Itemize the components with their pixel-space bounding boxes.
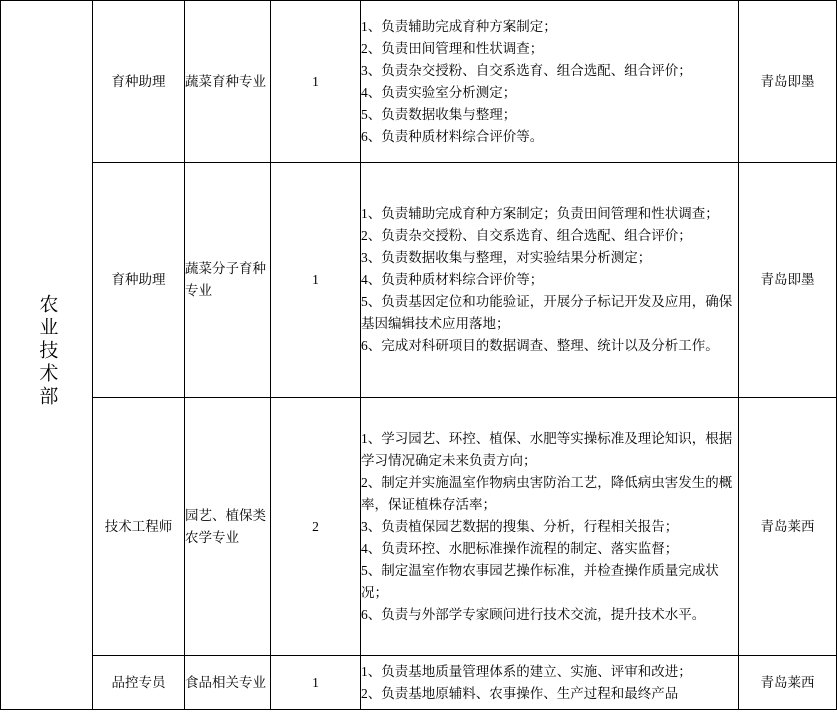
duty-item: 5、负责基因定位和功能验证，开展分子标记开发及应用，确保基因编辑技术应用落地； (361, 294, 733, 331)
count-cell: 2 (271, 398, 361, 656)
duties-cell (361, 398, 739, 656)
table-row (1, 656, 837, 710)
table-row (1, 398, 837, 656)
duty-item: 4、负责环控、水肥标准操作流程的制定、落实监督； (361, 540, 679, 556)
duty-item: 3、负责杂交授粉、自交系选育、组合选配、组合评价； (361, 62, 692, 78)
post-cell: 育种助理 (93, 163, 185, 398)
post-cell: 品控专员 (93, 656, 185, 710)
major-cell: 园艺、植保类农学专业 (185, 398, 271, 656)
department-label: 农业技术部 (36, 294, 58, 410)
duty-item: 2、负责田间管理和性状调查； (361, 40, 544, 56)
duty-item: 1、学习园艺、环控、植保、水肥等实操标准及理论知识，根据学习情况确定未来负责方向； (361, 430, 733, 468)
table-row (1, 163, 837, 398)
major-cell: 蔬菜育种专业 (185, 1, 271, 163)
duty-item: 5、制定温室作物农事园艺操作标准，并检查操作质量完成状况； (361, 562, 719, 600)
duty-item: 2、负责杂交授粉、自交系选育、组合选配、组合评价； (361, 228, 692, 243)
duties-cell (361, 656, 739, 710)
department-cell (1, 1, 93, 710)
duty-item: 1、负责辅助完成育种方案制定； (361, 18, 557, 34)
duty-item: 4、负责实验室分析测定； (361, 84, 517, 100)
duty-item: 4、负责种质材料综合评价等； (361, 272, 544, 287)
duty-item: 6、完成对科研项目的数据调查、整理、统计以及分析工作。 (361, 338, 719, 353)
duty-item: 3、负责植保园艺数据的搜集、分析，行程相关报告； (361, 518, 679, 534)
location-cell: 青岛莱西 (739, 398, 837, 656)
duty-item: 6、负责种质材料综合评价等。 (361, 128, 544, 144)
post-cell: 技术工程师 (93, 398, 185, 656)
location-cell: 青岛即墨 (739, 1, 837, 163)
duty-item: 3、负责数据收集与整理，对实验结果分析测定； (361, 250, 652, 265)
duty-item: 2、制定并实施温室作物病虫害防治工艺，降低病虫害发生的概率，保证植株存活率； (361, 474, 733, 512)
post-cell: 育种助理 (93, 1, 185, 163)
count-cell: 1 (271, 1, 361, 163)
major-cell: 食品相关专业 (185, 656, 271, 710)
duty-item: 5、负责数据收集与整理； (361, 106, 517, 122)
major-cell: 蔬菜分子育种专业 (185, 163, 271, 398)
duty-item: 2、负责基地原辅料、农事操作、生产过程和最终产品 (361, 685, 679, 701)
duty-item: 1、负责基地质量管理体系的建立、实施、评审和改进； (361, 663, 692, 679)
table-row (1, 1, 837, 163)
duty-item: 1、负责辅助完成育种方案制定；负责田间管理和性状调查； (361, 206, 719, 221)
duties-cell (361, 163, 739, 398)
duties-cell (361, 1, 739, 163)
location-cell: 青岛莱西 (739, 656, 837, 710)
count-cell: 1 (271, 163, 361, 398)
duty-item: 6、负责与外部学专家顾问进行技术交流，提升技术水平。 (361, 606, 706, 622)
location-cell: 青岛即墨 (739, 163, 837, 398)
count-cell: 1 (271, 656, 361, 710)
